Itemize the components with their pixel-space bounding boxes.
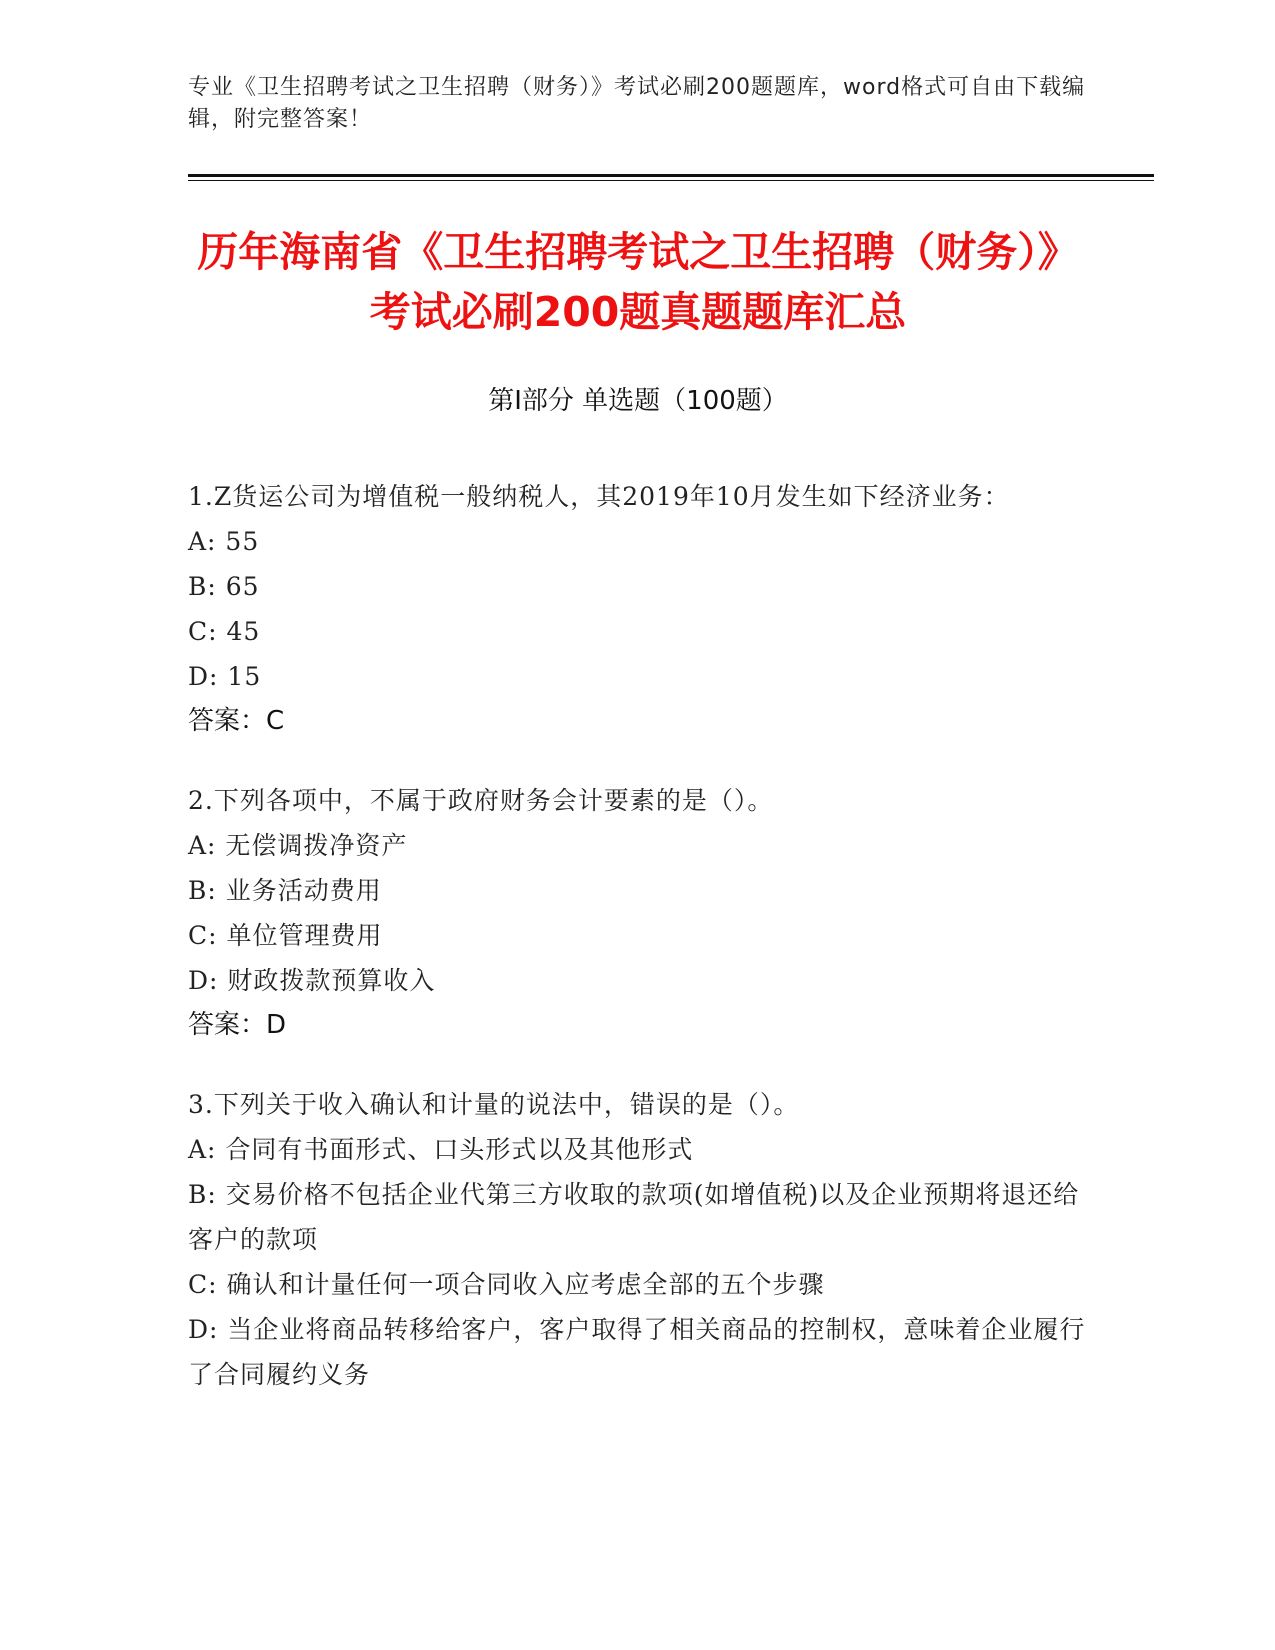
question-3 <box>188 1082 1088 1397</box>
question-list <box>188 474 1088 1431</box>
option-c: C: 确认和计量任何一项合同收入应考虑全部的五个步骤 <box>188 1270 825 1299</box>
question-1 <box>188 474 1088 744</box>
option-b: B: 业务活动费用 <box>188 876 382 905</box>
question-stem: 2.下列各项中，不属于政府财务会计要素的是（）。 <box>188 786 774 815</box>
option-a: A: 55 <box>188 527 260 556</box>
option-c: C: 单位管理费用 <box>188 921 383 950</box>
header-divider-thin <box>188 180 1154 181</box>
option-d: D: 财政拨款预算收入 <box>188 966 436 995</box>
section-title: 第Ⅰ部分 单选题（100题） <box>488 386 788 416</box>
option-b: B: 交易价格不包括企业代第三方收取的款项(如增值税)以及企业预期将退还给客户的款项 <box>188 1180 1080 1254</box>
option-d: D: 当企业将商品转移给客户，客户取得了相关商品的控制权，意味着企业履行了合同履约义务 <box>188 1315 1086 1389</box>
question-2 <box>188 778 1088 1048</box>
option-c: C: 45 <box>188 617 261 646</box>
option-d: D: 15 <box>188 662 262 691</box>
question-stem: 3.下列关于收入确认和计量的说法中，错误的是（）。 <box>188 1090 800 1119</box>
answer: 答案：D <box>188 1010 287 1040</box>
option-a: A: 无偿调拨净资产 <box>188 831 408 860</box>
header-divider-thick <box>188 174 1154 177</box>
option-a: A: 合同有书面形式、口头形式以及其他形式 <box>188 1135 694 1164</box>
answer: 答案：C <box>188 706 285 736</box>
option-b: B: 65 <box>188 572 260 601</box>
question-stem: 1.Z货运公司为增值税一般纳税人，其2019年10月发生如下经济业务： <box>188 482 1010 511</box>
header-note: 专业《卫生招聘考试之卫生招聘（财务）》考试必刷200题题库，word格式可自由下载编辑，附完整答案！ <box>188 75 1086 132</box>
document-title: 历年海南省《卫生招聘考试之卫生招聘（财务）》考试必刷200题真题题库汇总 <box>197 228 1079 336</box>
